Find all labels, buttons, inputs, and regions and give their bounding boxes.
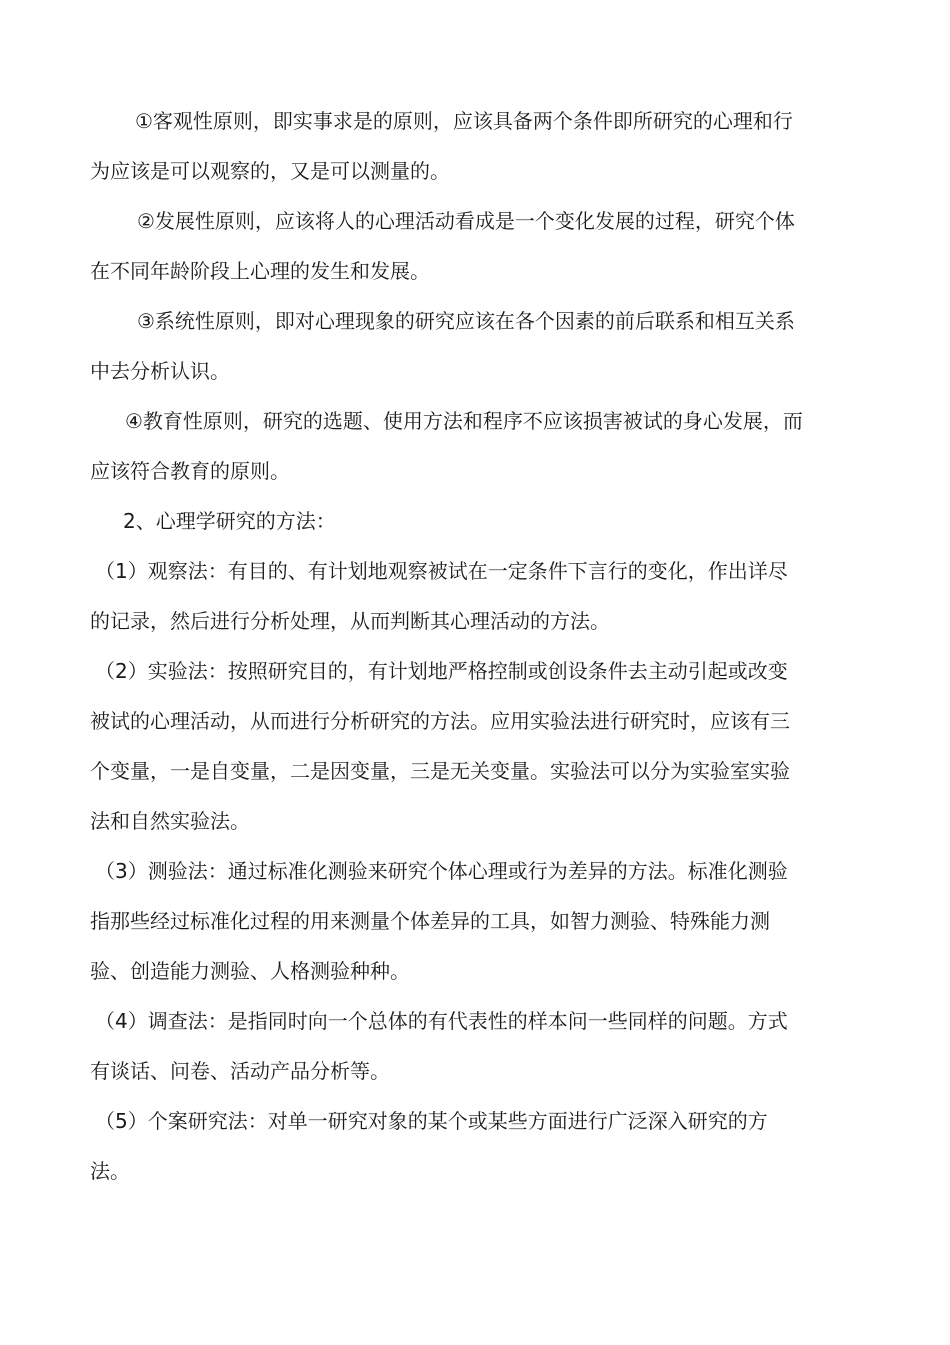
principle-objectivity: ①客观性原则，即实事求是的原则，应该具备两个条件即所研究的心理和行为应该是可以观察的，又是可以测量的。 — [90, 109, 793, 183]
method-testing: （3）测验法：通过标准化测验来研究个体心理或行为差异的方法。标准化测验指那些经过标准化过程的用来测量个体差异的工具，如智力测验、特殊能力测验、创造能力测验、人格测验种种。 — [90, 859, 788, 983]
method-survey: （4）调查法：是指同时向一个总体的有代表性的样本问一些同样的问题。方式有谈话、问卷、活动产品分析等。 — [90, 1009, 788, 1083]
section-heading-methods: 2、心理学研究的方法： — [123, 509, 336, 533]
principle-systematic: ③系统性原则，即对心理现象的研究应该在各个因素的前后联系和相互关系中去分析认识。 — [90, 309, 795, 383]
principle-education: ④教育性原则，研究的选题、使用方法和程序不应该损害被试的身心发展，而应该符合教育的原则。 — [90, 409, 803, 483]
method-observation: （1）观察法：有目的、有计划地观察被试在一定条件下言行的变化，作出详尽的记录，然后进行分析处理，从而判断其心理活动的方法。 — [90, 559, 788, 633]
principle-development: ②发展性原则，应该将人的心理活动看成是一个变化发展的过程，研究个体在不同年龄阶段上心理的发生和发展。 — [90, 209, 795, 283]
method-case-study: （5）个案研究法：对单一研究对象的某个或某些方面进行广泛深入研究的方法。 — [90, 1109, 768, 1183]
document-body — [90, 96, 805, 1196]
method-experiment: （2）实验法：按照研究目的，有计划地严格控制或创设条件去主动引起或改变被试的心理活动，从而进行分析研究的方法。应用实验法进行研究时，应该有三个变量，一是自变量，二是因变量，三是无关变量。实验法可以分为实验室实验法和自然实验法。 — [90, 659, 790, 833]
